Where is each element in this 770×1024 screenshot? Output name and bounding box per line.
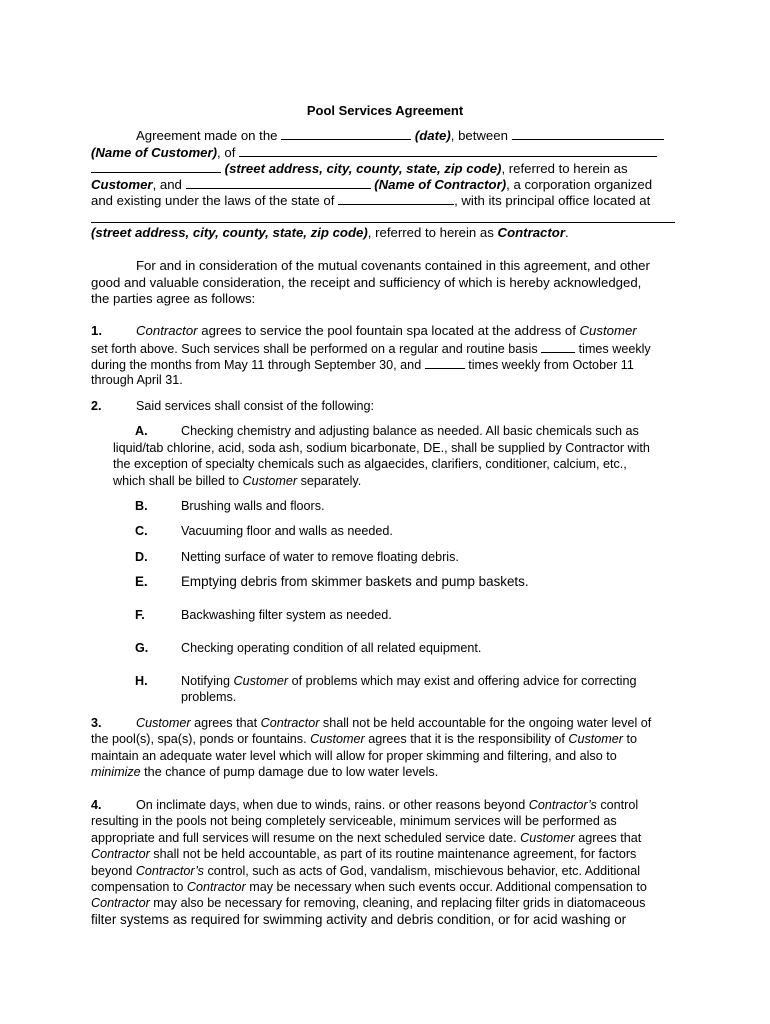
section-1-line-2: set forth above. Such services shall be performed on a regular and routine basis times weekly [91,342,651,356]
item-f: F. Backwashing filter system as needed. [135,608,392,622]
item-c: C. Vacuuming floor and walls as needed. [135,524,393,538]
customer-address-blank[interactable] [239,144,657,157]
section-1-line-4: through April 31. [91,373,183,387]
address-blank[interactable] [91,160,221,173]
item-a: A. Checking chemistry and adjusting balance as needed. All basic chemicals such as liquid/tab chlorine, acid, soda ash, sodium bicarbonate, DE., shall be supplied by Contractor with the exception of specialty chemicals such as algaecides, clarifiers, conditioner, calcium, etc., which shall be billed to Customer separately. [113,424,650,488]
date-blank[interactable] [281,127,411,140]
document-title: Pool Services Agreement [306,103,464,118]
section-2-heading: 2. Said services shall consist of the following: [91,399,374,413]
section-1-line-1: 1. Contractor agrees to service the pool fountain spa located at the address of Customer [91,323,637,338]
item-d: D. Netting surface of water to remove floating debris. [135,550,459,564]
intro-line-5: and existing under the laws of the state of , with its principal office located at [91,193,651,208]
section-3: 3. Customer agrees that Contractor shall not be held accountable for the ongoing water level of the pool(s), spa(s), ponds or fountains. Customer agrees that it is the responsibility of Customer to maintain an adequate water level which will allow for proper skimming and filtering, and also to minimize the chance of pump damage due to low water levels. [91,716,652,780]
consideration-line-3: the parties agree as follows: [91,291,256,306]
item-b: B. Brushing walls and floors. [135,499,325,513]
section-1-line-3: during the months from May 11 through September 30, and times weekly from October 11 [91,358,634,372]
section-4: 4. On inclimate days, when due to winds, rains. or other reasons beyond Contractor’s control resulting in the pools not being completely serviceable, minimum services will be performed as appropriate and full services will resume on the next scheduled service date. Customer agrees that Contractor shall not be held accountable, as part of its routine maintenance agreement, for factors beyond Contractor’s control, such as acts of God, vandalism, mischievous behavior, etc. Additional compensation to Contractor may be necessary when such events occur. Additional compensation to Contractor may also be necessary for removing, cleaning, and replacing filter grids in diatomaceous filter systems as required for swimming activity and debris condition, or for acid washing or [91,798,647,927]
consideration-line-2: good and valuable consideration, the receipt and sufficiency of which is hereby acknowledged, [91,275,642,290]
party-blank[interactable] [512,127,664,140]
office-address-blank[interactable] [91,222,675,223]
intro-line-6: (street address, city, county, state, zip code), referred to herein as Contractor. [91,225,569,240]
state-blank[interactable] [338,192,454,205]
intro-line-3: (street address, city, county, state, zip code), referred to herein as [91,160,677,177]
intro-line-2: (Name of Customer), of [91,144,677,161]
winter-frequency-blank[interactable] [425,356,465,369]
consideration-line-1: For and in consideration of the mutual covenants contained in this agreement, and other [136,258,650,273]
contractor-name-blank[interactable] [186,176,371,189]
item-g: G. Checking operating condition of all related equipment. [135,641,482,655]
intro-line-1: Agreement made on the (date), between [91,127,677,144]
item-e: E. Emptying debris from skimmer baskets and pump baskets. [135,574,529,589]
item-h: H. Notifying Customer of problems which may exist and offering advice for correcting problems. [135,674,637,704]
intro-line-4: Customer, and (Name of Contractor), a corporation organized [91,177,653,192]
summer-frequency-blank[interactable] [541,340,575,353]
